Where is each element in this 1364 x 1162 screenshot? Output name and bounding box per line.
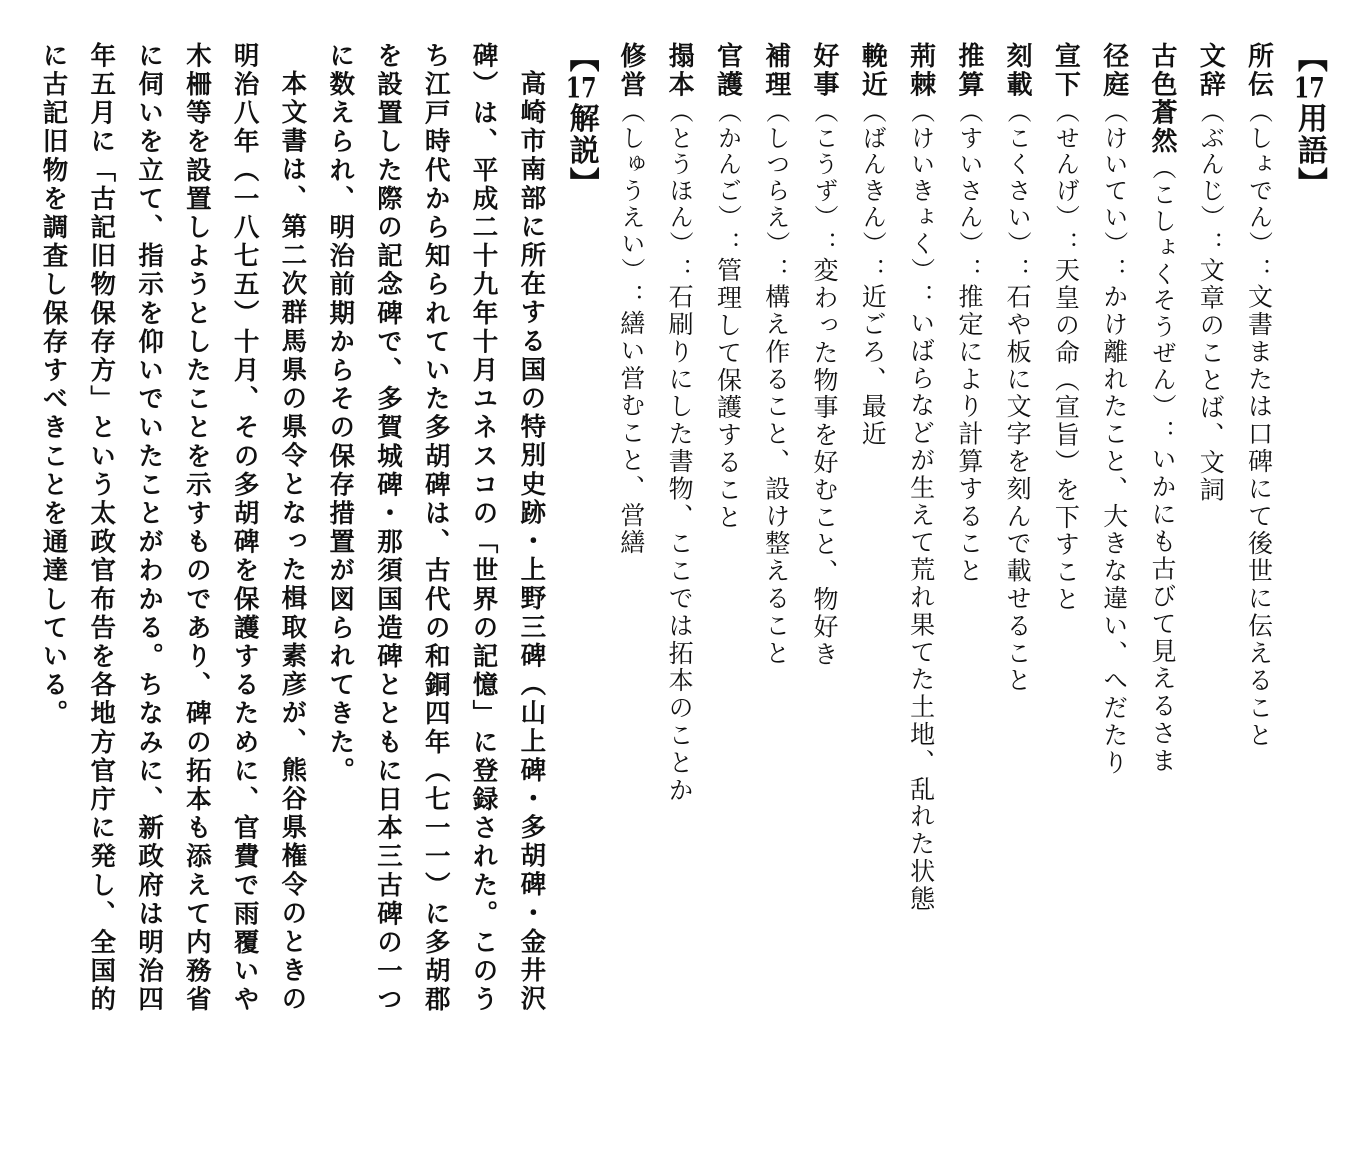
- vocab-term: 輓近: [857, 42, 888, 99]
- vocab-separator: ：: [665, 257, 694, 284]
- vocab-item: [1050, 42, 1081, 1142]
- heading-bracket-open: 【: [1291, 42, 1327, 75]
- vocab-separator: ：: [1147, 419, 1176, 447]
- paragraph-line: 本文書は、第二次群馬県の県令となった楫取素彦が、熊谷県権令のときの: [277, 70, 308, 1014]
- vocab-definition: 構え作ること、設け整えること: [761, 283, 791, 668]
- vocab-separator: ：: [1051, 230, 1080, 258]
- vocab-separator: ：: [858, 257, 887, 284]
- vocab-item: [1002, 42, 1033, 1142]
- paragraph-line: 年五月に「古記旧物保存方」という太政官布告を各地方官庁に発し、全国的: [86, 42, 117, 1015]
- vocab-item: [1098, 42, 1129, 1142]
- vocab-item: [905, 42, 936, 1142]
- vocab-separator: ：: [810, 230, 838, 258]
- vocab-definition: いばらなどが生えて荒れ果てた土地、乱れた状態: [906, 310, 936, 913]
- vocab-term: 推算: [953, 42, 984, 99]
- paragraph-line: 明治八年（一八七五）十月、その多胡碑を保護するために、官費で雨覆いや: [229, 42, 260, 1015]
- heading-bracket-open: 【: [563, 42, 599, 75]
- vocab-definition: 石刷りにした書物、ここでは拓本のことか: [665, 283, 695, 805]
- vocab-reading: （せんげ）: [1051, 98, 1080, 231]
- vocab-term: 修営: [615, 42, 646, 99]
- explanation-heading: [563, 42, 599, 1142]
- paragraph-line: を設置した際の記念碑で、多賀城碑・那須国造碑とともに日本三古碑の一つ: [372, 42, 403, 1015]
- heading-number: 17: [1293, 74, 1325, 103]
- paragraph-line: に伺いを立て、指示を仰いでいたことがわかる。ちなみに、新政府は明治四: [134, 42, 165, 1015]
- vocab-reading: （かんご）: [713, 98, 742, 231]
- vocab-reading: （こしょくそうぜん）: [1147, 155, 1176, 420]
- vocab-term: 所伝: [1243, 42, 1274, 99]
- paragraph-line: 高崎市南部に所在する国の特別史跡・上野三碑（山上碑・多胡碑・金井沢: [516, 70, 547, 1014]
- vocab-reading: （けいきょく）: [906, 98, 935, 284]
- vocab-definition: 文書または口碑にて後世に伝えること: [1244, 283, 1274, 750]
- vocab-separator: ：: [1244, 257, 1273, 284]
- vocab-reading: （とうほん）: [665, 98, 694, 258]
- vocab-definition: 石や板に文字を刻んで載せること: [1003, 283, 1033, 695]
- vocab-definition: 推定により計算すること: [954, 283, 984, 586]
- heading-title: 用語: [1291, 102, 1327, 168]
- vocab-item: [712, 42, 743, 1142]
- vocab-item: [760, 42, 791, 1142]
- vocab-reading: （すいさん）: [954, 98, 983, 258]
- vocab-reading: （けいてい）: [1099, 98, 1128, 258]
- vocab-definition: 繕い営むこと、営繕: [616, 310, 646, 557]
- vocab-reading: （しゅうえい）: [616, 98, 645, 284]
- vocab-definition: いかにも古びて見えるさま: [1147, 446, 1177, 775]
- paragraph-line: 碑）は、平成二十九年十月ユネスコの「世界の記憶」に登録された。このう: [468, 42, 499, 1015]
- vocab-term: 好事: [809, 42, 839, 99]
- vocab-definition: 管理して保護すること: [713, 257, 743, 532]
- vocab-item: [811, 42, 837, 1142]
- vocab-item: [615, 42, 646, 1142]
- paragraph-line: に古記旧物を調査し保存すべきことを通達している。: [38, 42, 69, 729]
- vocab-separator: ：: [761, 257, 790, 284]
- vocab-separator: ：: [906, 283, 935, 311]
- vocab-separator: ：: [1099, 257, 1128, 284]
- vocab-definition: 近ごろ、最近: [858, 283, 888, 449]
- vocab-reading: （ばんきん）: [858, 98, 887, 258]
- vocab-term: 搨本: [664, 42, 695, 99]
- vocab-definition: 文章のことば、文詞: [1196, 257, 1226, 504]
- heading-bracket-close: 】: [563, 167, 599, 200]
- paragraph-line: に数えられ、明治前期からその保存措置が図られてきた。: [325, 42, 356, 786]
- heading-title: 解説: [563, 102, 599, 168]
- vocab-separator: ：: [954, 257, 983, 284]
- paragraph-line: ち江戸時代から知られていた多胡碑は、古代の和銅四年（七一一）に多胡郡: [420, 42, 451, 1015]
- vocab-reading: （しょでん）: [1244, 98, 1273, 258]
- heading-bracket-close: 】: [1291, 167, 1327, 200]
- vocab-definition: かけ離れたこと、大きな違い、へだたり: [1099, 283, 1129, 777]
- vocab-item: [1195, 42, 1226, 1142]
- vocab-item: [1146, 42, 1177, 1142]
- vocab-term: 文辞: [1195, 42, 1226, 99]
- vocab-term: 補理: [760, 42, 791, 99]
- vocab-reading: （しつらえ）: [761, 98, 790, 258]
- vocab-reading: （ぶんじ）: [1196, 98, 1225, 231]
- heading-number: 17: [565, 74, 597, 103]
- vocab-definition: 天皇の命（宣旨）を下すこと: [1051, 257, 1081, 614]
- vocab-definition: 変わった物事を好むこと、物好き: [810, 257, 839, 669]
- vocab-item: [857, 42, 888, 1142]
- vocab-item: [664, 42, 695, 1142]
- vocab-separator: ：: [616, 283, 645, 311]
- vocab-separator: ：: [1196, 230, 1225, 258]
- vocab-separator: ：: [713, 230, 742, 258]
- vocab-term: 宣下: [1050, 42, 1081, 99]
- vocab-term: 古色蒼然: [1146, 42, 1177, 156]
- vocab-item: [953, 42, 984, 1142]
- vocab-term: 官護: [712, 42, 743, 99]
- paragraph-line: 木柵等を設置しようとしたことを示すものであり、碑の拓本も添えて内務省: [181, 42, 212, 1015]
- vocab-reading: （こくさい）: [1003, 98, 1032, 258]
- vocab-heading: [1291, 42, 1327, 1142]
- vocab-item: [1243, 42, 1274, 1142]
- vocab-reading: （こうず）: [810, 98, 838, 231]
- vocab-term: 荊棘: [905, 42, 936, 99]
- vocab-term: 径庭: [1098, 42, 1129, 99]
- vocab-separator: ：: [1003, 257, 1032, 284]
- vocab-term: 刻載: [1002, 42, 1033, 99]
